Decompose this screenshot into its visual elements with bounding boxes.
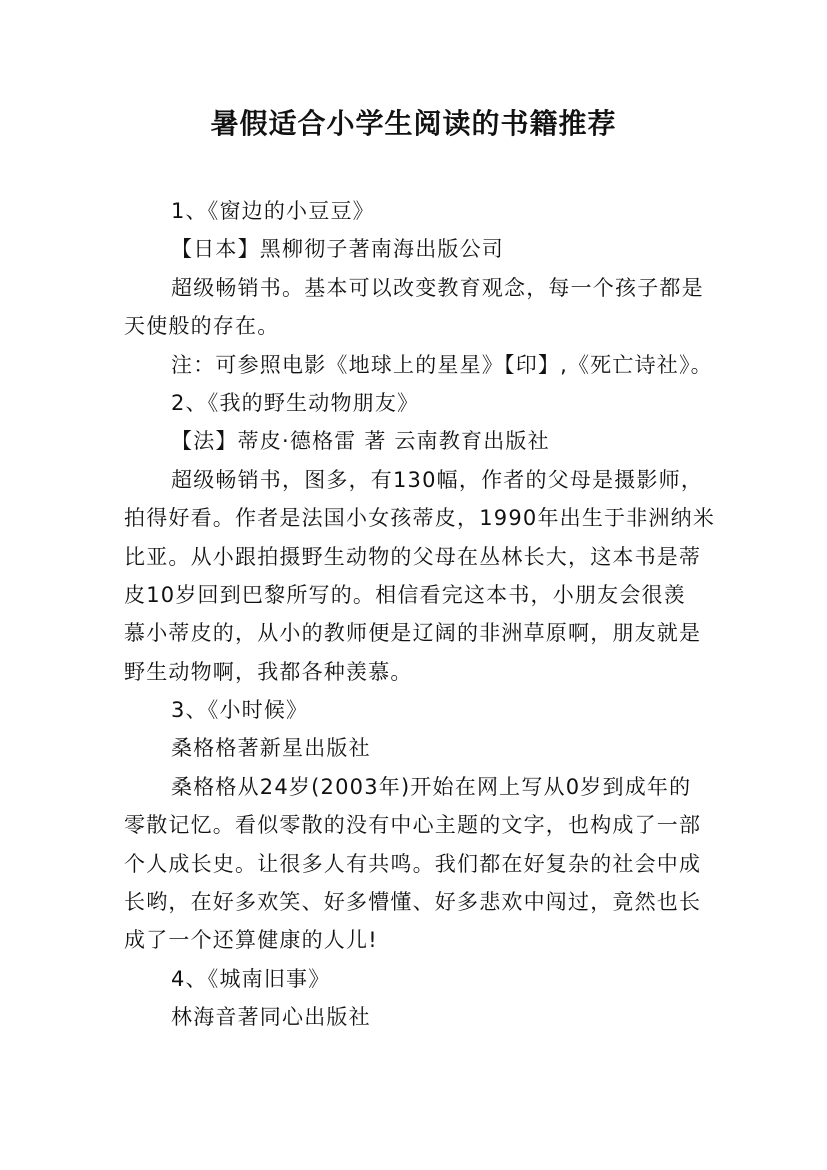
paragraph-line: 桑格格从24岁(2003年)开始在网上写从0岁到成年的 <box>171 774 692 799</box>
paragraph-line: 慕小蒂皮的，从小的教师便是辽阔的非洲草原啊，朋友就是 <box>124 621 702 646</box>
paragraph-line: 个人成长史。让很多人有共鸣。我们都在好复杂的社会中成 <box>124 851 702 876</box>
page-title: 暑假适合小学生阅读的书籍推荐 <box>210 107 617 140</box>
book-author-publisher-4: 林海音著同心出版社 <box>171 1005 371 1030</box>
section-heading-1: 1、《窗边的小豆豆》 <box>171 199 375 223</box>
paragraph-line: 皮10岁回到巴黎所写的。相信看完这本书，小朋友会很羡 <box>124 582 686 607</box>
paragraph-line: 拍得好看。作者是法国小女孩蒂皮，1990年出生于非洲纳米 <box>124 506 716 531</box>
paragraph-line: 野生动物啊，我都各种羡慕。 <box>124 659 413 684</box>
paragraph-line: 天使般的存在。 <box>124 314 280 339</box>
book-author-publisher-2: 【法】蒂皮·德格雷 著 云南教育出版社 <box>171 429 550 454</box>
section-heading-3: 3、《小时候》 <box>171 698 309 723</box>
section-heading-4: 4、《城南旧事》 <box>171 966 331 991</box>
note-line: 注：可参照电影《地球上的星星》【印】,《死亡诗社》。 <box>171 352 713 377</box>
section-heading-2: 2、《我的野生动物朋友》 <box>171 390 420 415</box>
paragraph-line: 长哟，在好多欢笑、好多懵懂、好多悲欢中闯过，竟然也长 <box>124 890 702 915</box>
document-body <box>124 192 714 1037</box>
book-author-publisher-1: 【日本】黑柳彻子著南海出版公司 <box>171 237 504 262</box>
paragraph-line: 零散记忆。看似零散的没有中心主题的文字，也构成了一部 <box>124 813 702 838</box>
book-author-publisher-3: 桑格格著新星出版社 <box>171 736 371 761</box>
paragraph-line: 比亚。从小跟拍摄野生动物的父母在丛林长大，这本书是蒂 <box>124 544 702 569</box>
paragraph-line: 成了一个还算健康的人儿! <box>124 928 378 953</box>
paragraph-line: 超级畅销书。基本可以改变教育观念，每一个孩子都是 <box>171 275 704 300</box>
paragraph-line: 超级畅销书，图多，有130幅，作者的父母是摄影师， <box>171 467 704 492</box>
